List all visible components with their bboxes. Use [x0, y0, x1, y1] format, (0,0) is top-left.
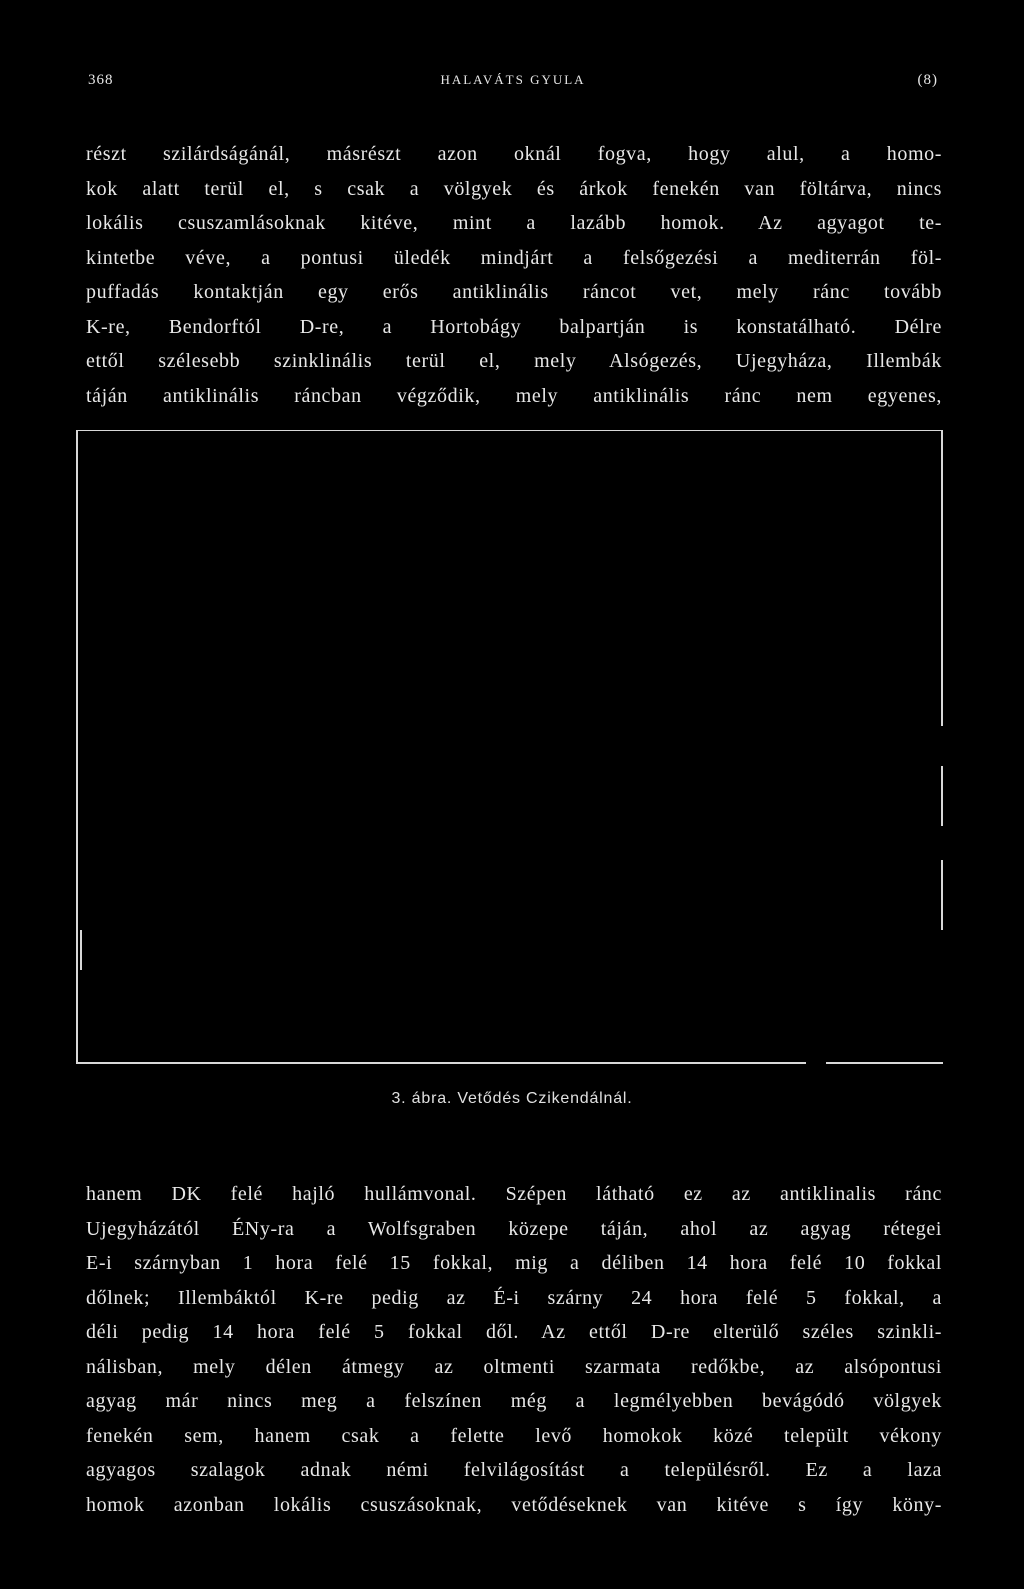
- figure-border-top: [76, 430, 943, 431]
- running-head-author: HALAVÁTS GYULA: [440, 72, 586, 87]
- text-line: hanem DK felé hajló hullámvonal. Szépen látható ez az antiklinalis ránc: [86, 1183, 942, 1205]
- text-line: homok azonban lokális csuszásoknak, vetődéseknek van kitéve s így köny-: [86, 1493, 942, 1516]
- figure-border-bottom-fragment: [826, 1062, 943, 1064]
- text-line: fenekén sem, hanem csak a felette levő homokok közé települt vékony: [86, 1424, 942, 1447]
- text-line: kintetbe véve, a pontusi üledék mindjárt a felsőgezési a mediterrán föl-: [86, 246, 942, 269]
- paragraph-top: [86, 137, 942, 413]
- text-line: ettől szélesebb szinklinális terül el, mely Alsógezés, Ujegyháza, Illembák: [86, 350, 942, 372]
- figure-caption: 3. ábra. Vetődés Czikendálnál.: [391, 1090, 633, 1107]
- paragraph-bottom: [86, 1177, 942, 1522]
- text-line: puffadás kontaktján egy erős antiklinális ráncot vet, mely ránc tovább: [86, 281, 942, 303]
- text-line: Ujegyházától ÉNy-ra a Wolfsgraben közepe táján, ahol az agyag rétegei: [86, 1217, 942, 1240]
- figure-border-right: [941, 430, 943, 726]
- figure-border-right-fragment: [941, 766, 943, 826]
- text-line: táján antiklinális ráncban végződik, mely antiklinális ránc nem egyenes,: [86, 384, 942, 407]
- text-line: E-i szárnyban 1 hora felé 15 fokkal, mig a déliben 14 hora felé 10 fokkal: [86, 1252, 942, 1274]
- page-number: 368: [88, 72, 114, 88]
- text-line: részt szilárdságánál, másrészt azon oknál fogva, hogy alul, a homo-: [86, 143, 942, 165]
- figure-border-left: [76, 430, 78, 1064]
- text-line: nálisban, mely délen átmegy az oltmenti szarmata redőkbe, az alsópontusi: [86, 1355, 942, 1378]
- text-line: K-re, Bendorftól D-re, a Hortobágy balpartján is konstatálható. Délre: [86, 315, 942, 338]
- text-line: déli pedig 14 hora felé 5 fokkal dől. Az ettől D-re elterülő széles szinkli-: [86, 1321, 942, 1343]
- figure-image-frame: [76, 430, 943, 1064]
- figure-border-left-mark: [80, 930, 82, 970]
- running-head: [88, 72, 938, 94]
- text-line: dőlnek; Illembáktól K-re pedig az É-i szárny 24 hora felé 5 fokkal, a: [86, 1286, 942, 1309]
- text-line: kok alatt terül el, s csak a völgyek és árkok fenekén van föltárva, nincs: [86, 177, 942, 200]
- section-number: (8): [917, 72, 938, 88]
- text-line: agyagos szalagok adnak némi felvilágosítást a településről. Ez a laza: [86, 1459, 942, 1481]
- figure-border-bottom: [76, 1062, 806, 1064]
- text-line: agyag már nincs meg a felszínen még a legmélyebben bevágódó völgyek: [86, 1390, 942, 1412]
- text-line: lokális csuszamlásoknak kitéve, mint a lazább homok. Az agyagot te-: [86, 212, 942, 234]
- figure-border-right-fragment: [941, 860, 943, 930]
